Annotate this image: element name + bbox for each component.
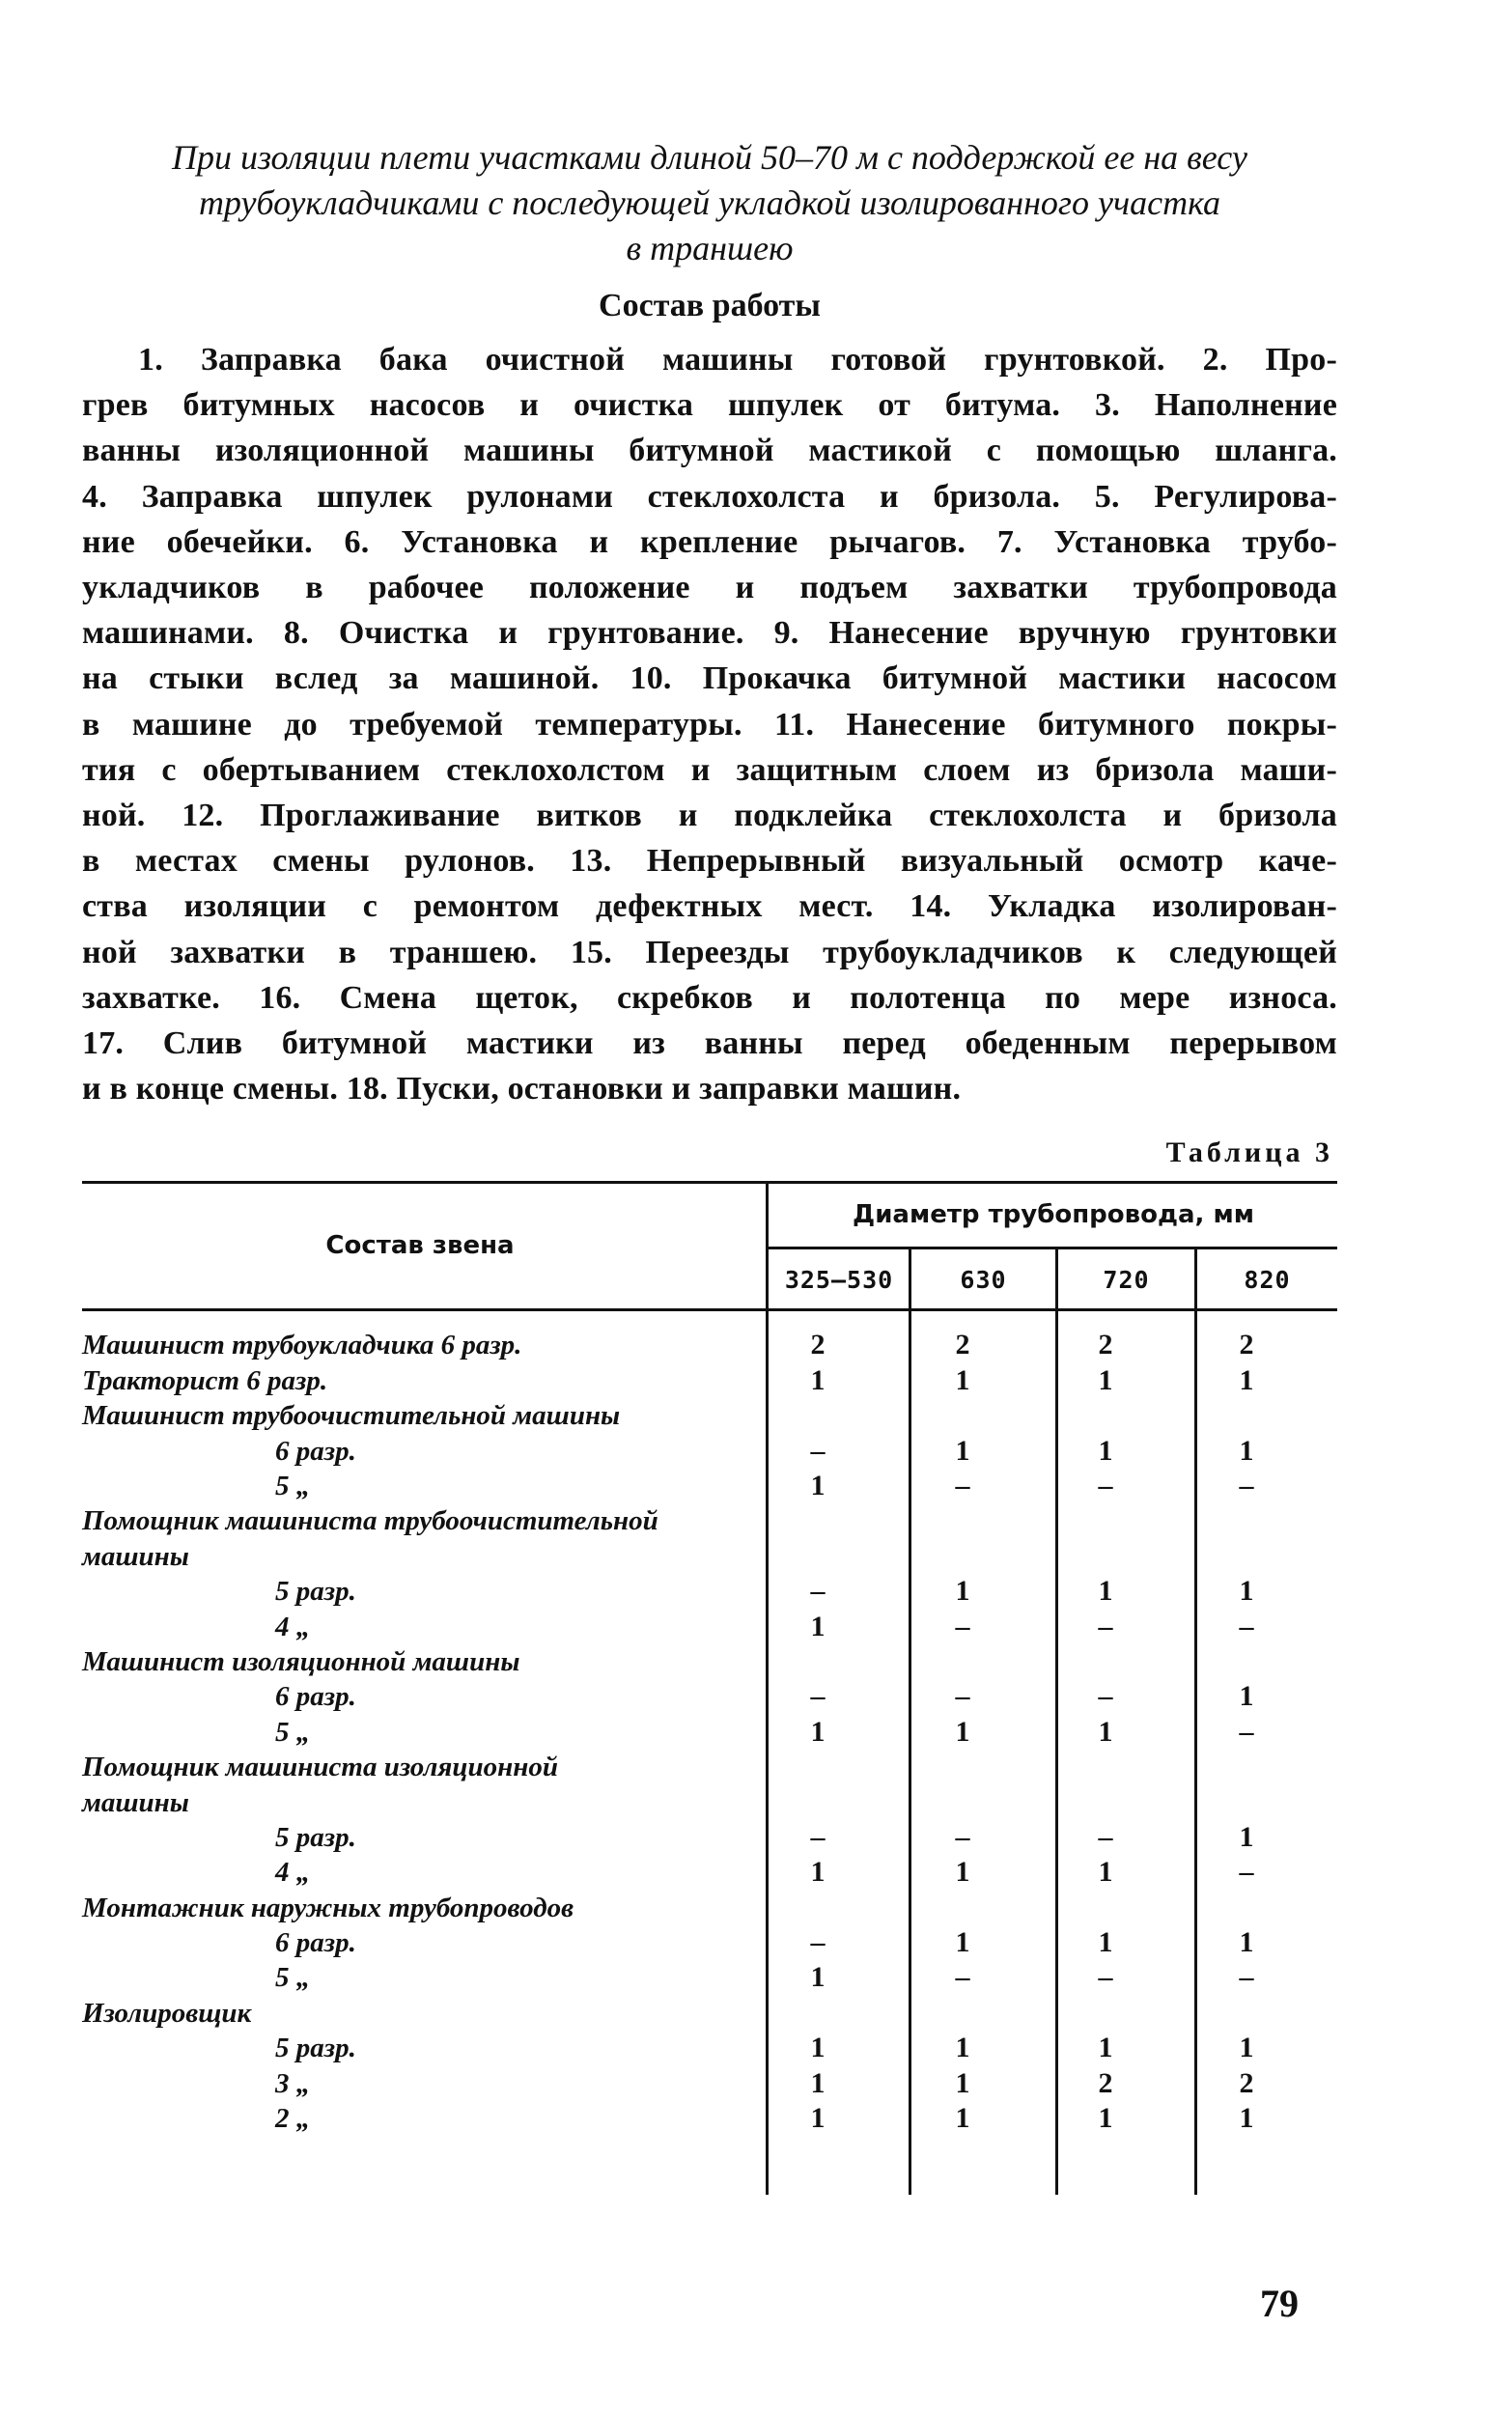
header-col-630: 630 — [960, 1266, 1007, 1295]
body-line: в машине до требуемой температуры. 11. Нанесение битумного покры- — [82, 706, 1337, 743]
body-line: 4. Заправка шпулек рулонами стеклохолста и бризола. 5. Регулирова- — [82, 478, 1337, 515]
table-row — [82, 1363, 1337, 1398]
row-value: 1 — [810, 1961, 826, 1994]
row-label: 6 разр. — [275, 1681, 356, 1713]
table-row — [82, 2066, 1337, 2101]
table-row — [82, 1750, 1337, 1784]
row-value: – — [955, 1470, 970, 1502]
row-value: 2 — [1239, 2066, 1254, 2099]
row-value: – — [1239, 1470, 1254, 1502]
body-line: грев битумных насосов и очистка шпулек от битума. 3. Наполнение — [82, 387, 1337, 424]
table-row — [82, 1925, 1337, 1960]
row-label: машины — [82, 1786, 189, 1818]
row-value: – — [1098, 1820, 1113, 1853]
body-line: в местах смены рулонов. 13. Непрерывный визуальный осмотр каче- — [82, 843, 1337, 880]
row-value: 1 — [1239, 1363, 1254, 1396]
row-value: – — [1239, 1715, 1254, 1748]
row-value: 1 — [1098, 1575, 1113, 1608]
row-value: – — [955, 1610, 970, 1642]
row-value: 1 — [955, 1715, 970, 1748]
row-value: – — [1239, 1961, 1254, 1994]
row-value: – — [1239, 1610, 1254, 1642]
table-row — [82, 1539, 1337, 1574]
row-value: 1 — [1239, 2032, 1254, 2064]
row-value: – — [810, 1926, 826, 1959]
row-value: 2 — [955, 1329, 970, 1361]
row-value: – — [1098, 1961, 1113, 1994]
intro-line-1: При изоляции плети участками длиной 50–70 м с поддержкой ее на весу — [171, 138, 1248, 177]
table-subheader-rule — [768, 1247, 1337, 1249]
table-row — [82, 1398, 1337, 1433]
row-label: 2 „ — [275, 2103, 311, 2135]
row-label: 5 разр. — [275, 2033, 356, 2064]
row-label: 6 разр. — [275, 1927, 356, 1959]
table-row — [82, 1328, 1337, 1362]
row-label: 6 разр. — [275, 1435, 356, 1467]
body-line: ние обечейки. 6. Установка и крепление рычагов. 7. Установка трубо- — [82, 523, 1337, 560]
row-value: 1 — [1098, 2102, 1113, 2135]
row-label: Машинист трубоукладчика 6 разр. — [82, 1330, 522, 1361]
body-line: на стыки вслед за машиной. 10. Прокачка битумной мастики насосом — [82, 660, 1337, 697]
table-top-rule — [82, 1181, 1337, 1184]
intro-heading — [82, 135, 1337, 271]
row-value: – — [810, 1820, 826, 1853]
row-value: 1 — [810, 1363, 826, 1396]
row-label: 5 „ — [275, 1716, 311, 1748]
row-value: 1 — [1239, 1575, 1254, 1608]
row-value: 1 — [955, 1575, 970, 1608]
header-col-820: 820 — [1244, 1266, 1291, 1295]
body-line: ной. 12. Проглаживание витков и подклейка стеклохолста и бризола — [82, 798, 1337, 834]
table-row — [82, 1715, 1337, 1750]
body-line: 17. Слив битумной мастики из ванны перед обеденным перерывом — [82, 1025, 1337, 1062]
row-label: 5 разр. — [275, 1576, 356, 1608]
row-value: 1 — [1098, 1926, 1113, 1959]
row-value: 1 — [955, 1434, 970, 1467]
row-value: 1 — [810, 1856, 826, 1889]
table-body — [82, 1328, 1337, 2136]
row-value: 2 — [1098, 1329, 1113, 1361]
row-label: машины — [82, 1540, 189, 1572]
body-line: укладчиков в рабочее положение и подъем захватки трубопровода — [82, 570, 1337, 606]
row-value: 1 — [810, 1715, 826, 1748]
row-value: 1 — [810, 1610, 826, 1642]
row-value: 1 — [955, 2066, 970, 2099]
header-composition: Состав звена — [325, 1231, 515, 1261]
row-label: Монтажник наружных трубопроводов — [82, 1892, 574, 1923]
row-value: – — [955, 1961, 970, 1994]
row-label: 5 „ — [275, 1471, 311, 1502]
table-row — [82, 1820, 1337, 1855]
row-value: – — [810, 1680, 826, 1713]
table-row — [82, 2101, 1337, 2136]
row-value: 1 — [810, 1470, 826, 1502]
body-line: ства изоляции с ремонтом дефектных мест. 14. Укладка изолирован- — [82, 888, 1337, 925]
page-content — [82, 135, 1337, 2195]
row-label: 3 „ — [275, 2067, 311, 2099]
row-value: 1 — [1239, 1926, 1254, 1959]
row-value: – — [810, 1434, 826, 1467]
table-row — [82, 1574, 1337, 1609]
row-value: 1 — [1098, 1715, 1113, 1748]
table-row — [82, 1996, 1337, 2031]
row-value: 2 — [1239, 1329, 1254, 1361]
row-value: 1 — [955, 2102, 970, 2135]
body-line: ванны изоляционной машины битумной мастикой с помощью шланга. — [82, 433, 1337, 469]
header-col-720: 720 — [1103, 1266, 1150, 1295]
row-value: 1 — [1239, 1680, 1254, 1713]
row-value: 1 — [1239, 1434, 1254, 1467]
header-diameter: Диаметр трубопровода, мм — [853, 1200, 1254, 1230]
table-header-rule — [82, 1308, 1337, 1311]
row-value: – — [955, 1680, 970, 1713]
row-value: – — [1098, 1470, 1113, 1502]
table-label: Таблица 3 — [1165, 1136, 1333, 1169]
row-value: 1 — [955, 1363, 970, 1396]
intro-line-2: трубоукладчиками с последующей укладкой изолированного участка — [198, 183, 1221, 222]
table-row — [82, 1610, 1337, 1644]
work-composition-text — [82, 337, 1337, 1111]
row-label: Машинист изоляционной машины — [82, 1645, 520, 1677]
row-label: Тракторист 6 разр. — [82, 1364, 328, 1396]
row-value: 2 — [1098, 2066, 1113, 2099]
row-label: 5 „ — [275, 1962, 311, 1994]
row-value: 1 — [1098, 2032, 1113, 2064]
table-row — [82, 1785, 1337, 1820]
row-value: 1 — [1098, 1363, 1113, 1396]
table-row — [82, 1679, 1337, 1714]
table-row — [82, 1855, 1337, 1890]
row-value: 1 — [1098, 1434, 1113, 1467]
row-value: – — [955, 1820, 970, 1853]
section-title: Состав работы — [599, 288, 821, 323]
row-label: Машинист трубоочистительной машины — [82, 1400, 621, 1432]
body-line: тия с обертыванием стеклохолстом и защитным слоем из бризола маши- — [82, 751, 1337, 788]
body-line: машинами. 8. Очистка и грунтование. 9. Нанесение вручную грунтовки — [82, 615, 1337, 652]
row-label: Помощник машиниста изоляционной — [82, 1752, 558, 1783]
row-value: 1 — [1239, 1820, 1254, 1853]
row-value: – — [1098, 1680, 1113, 1713]
row-label: 5 разр. — [275, 1821, 356, 1853]
body-line: и в конце смены. 18. Пуски, остановки и заправки машин. — [82, 1071, 962, 1108]
row-value: 1 — [1098, 1856, 1113, 1889]
table-row — [82, 1644, 1337, 1679]
table-row — [82, 2031, 1337, 2065]
row-value: – — [1098, 1610, 1113, 1642]
row-value: – — [1239, 1856, 1254, 1889]
table-row — [82, 1960, 1337, 1995]
row-value: 1 — [810, 2032, 826, 2064]
row-value: 1 — [955, 1926, 970, 1959]
header-col-325-530: 325–530 — [784, 1266, 894, 1295]
row-value: – — [810, 1575, 826, 1608]
body-line: 1. Заправка бака очистной машины готовой грунтовкой. 2. Про- — [138, 342, 1337, 378]
table-row — [82, 1469, 1337, 1503]
body-line: захватке. 16. Смена щеток, скребков и полотенца по мере износа. — [82, 979, 1337, 1016]
row-value: 1 — [955, 2032, 970, 2064]
row-value: 1 — [810, 2102, 826, 2135]
row-value: 1 — [1239, 2102, 1254, 2135]
row-label: Помощник машиниста трубоочистительной — [82, 1505, 658, 1537]
row-value: 2 — [810, 1329, 826, 1361]
page-number: 79 — [1260, 2282, 1299, 2325]
body-line: ной захватки в траншею. 15. Переезды трубоукладчиков к следующей — [82, 934, 1337, 970]
row-label: 4 „ — [275, 1611, 311, 1642]
intro-line-3: в траншею — [626, 229, 794, 267]
table-row — [82, 1891, 1337, 1925]
crew-table — [82, 1181, 1337, 2195]
row-value: 1 — [955, 1856, 970, 1889]
row-label: Изолировщик — [82, 1997, 252, 2029]
table-row — [82, 1503, 1337, 1538]
row-value: 1 — [810, 2066, 826, 2099]
table-row — [82, 1434, 1337, 1469]
row-label: 4 „ — [275, 1857, 311, 1889]
